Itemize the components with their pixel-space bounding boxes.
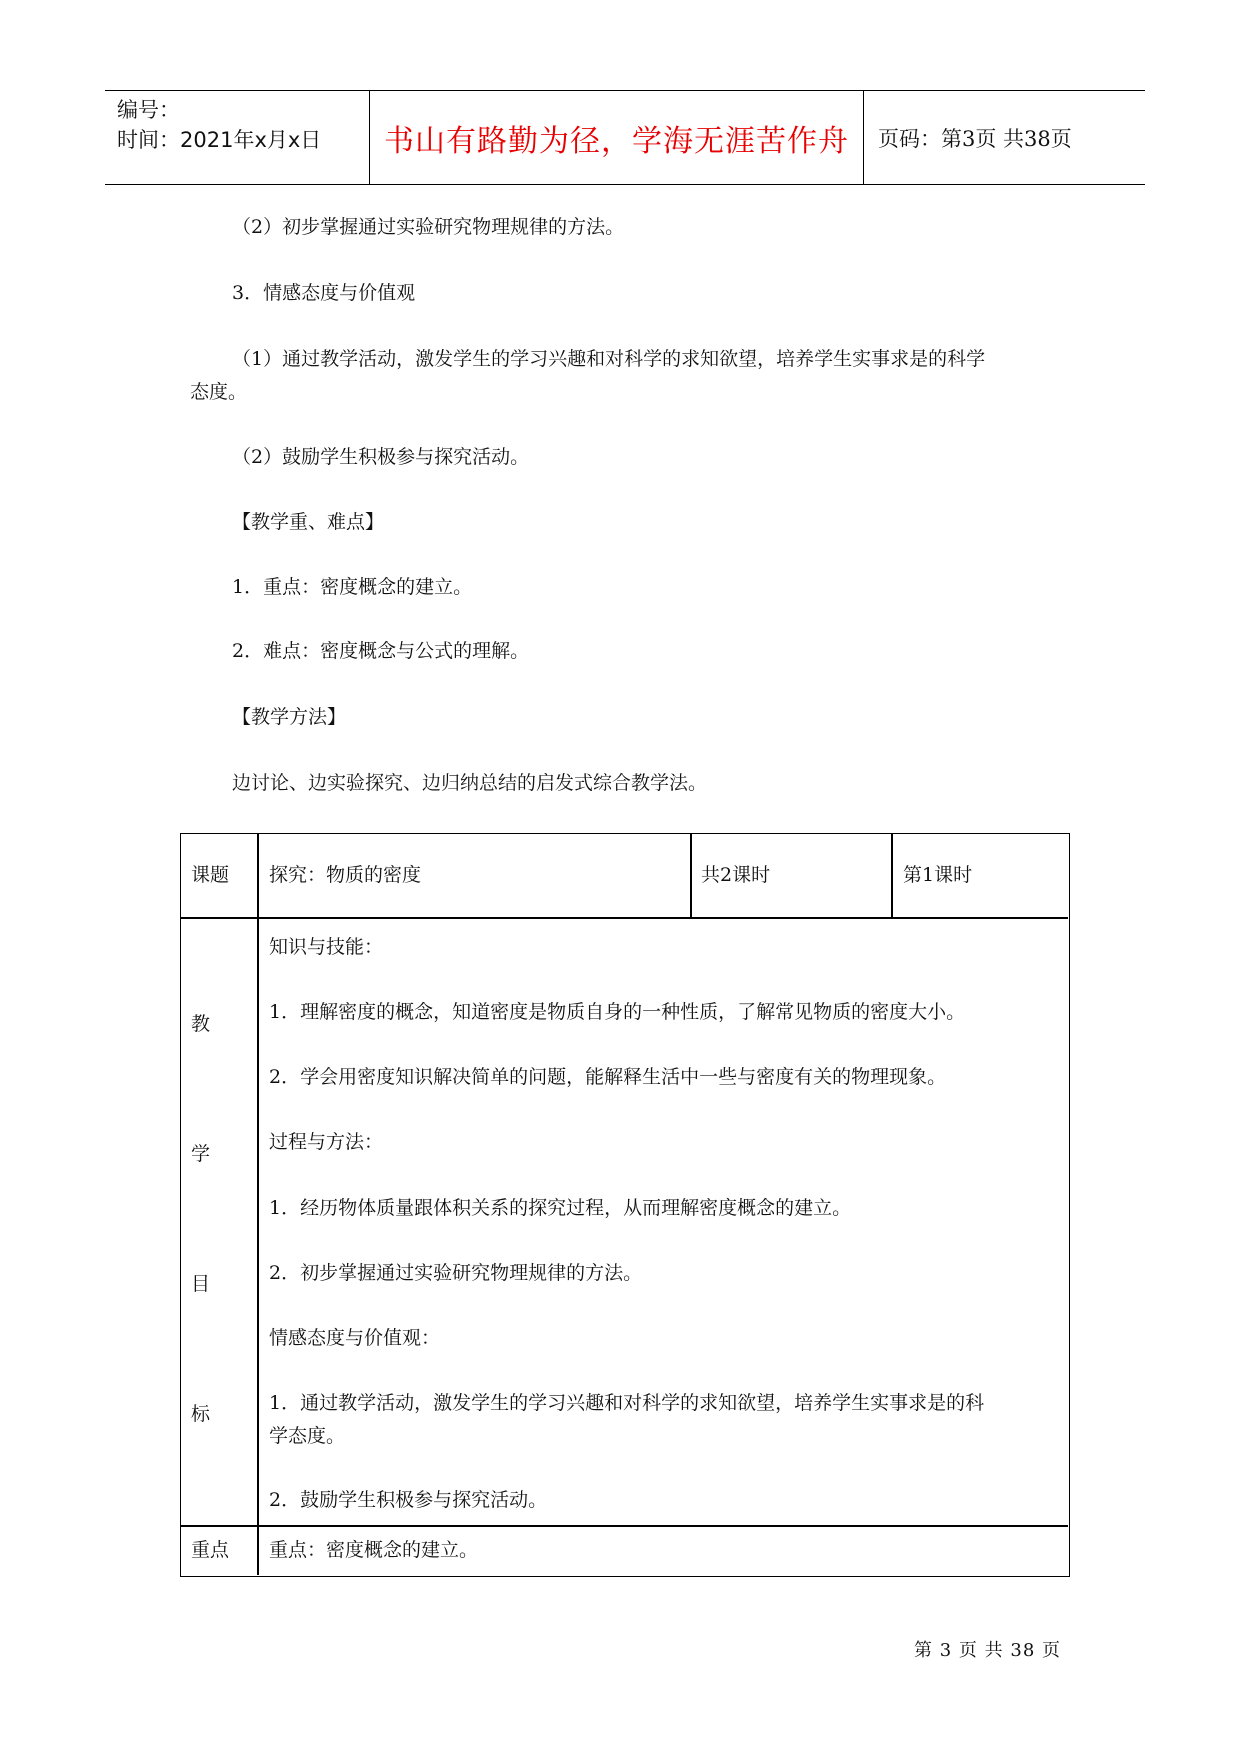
page-footer: 第 3 页 共 38 页 xyxy=(914,1640,1061,1661)
time-label: 时间：2021年x月x日 xyxy=(117,128,322,152)
goal-line: 知识与技能： xyxy=(269,936,384,958)
paragraph: 边讨论、边实验探究、边归纳总结的启发式综合教学法。 xyxy=(232,772,708,794)
paragraph: 1．重点：密度概念的建立。 xyxy=(232,576,473,598)
table-divider xyxy=(257,834,259,1575)
key-label: 重点 xyxy=(191,1539,230,1561)
goals-label-char: 学 xyxy=(191,1143,211,1165)
table-divider xyxy=(891,834,893,917)
paragraph: 态度。 xyxy=(190,381,248,403)
number-label: 编号： xyxy=(117,98,180,122)
goal-line: 1．经历物体质量跟体积关系的探究过程，从而理解密度概念的建立。 xyxy=(269,1197,852,1219)
topic-value: 探究：物质的密度 xyxy=(269,864,422,886)
goal-line: 1．理解密度的概念，知道密度是物质自身的一种性质，了解常见物质的密度大小。 xyxy=(269,1001,966,1023)
paragraph: （2）初步掌握通过实验研究物理规律的方法。 xyxy=(232,216,625,238)
table-divider xyxy=(690,834,692,917)
paragraph: （1）通过教学活动，激发学生的学习兴趣和对科学的求知欲望，培养学生实事求是的科学 xyxy=(232,348,986,370)
header-page-label: 页码：第3页 共38页 xyxy=(878,126,1072,151)
table-divider xyxy=(181,1525,1068,1527)
current-period: 第1课时 xyxy=(903,864,973,886)
goal-line: 情感态度与价值观： xyxy=(269,1327,441,1349)
goals-label-char: 目 xyxy=(191,1273,211,1295)
goal-line: 2．初步掌握通过实验研究物理规律的方法。 xyxy=(269,1262,643,1284)
total-periods: 共2课时 xyxy=(701,864,771,886)
goal-line: 1．通过教学活动，激发学生的学习兴趣和对科学的求知欲望，培养学生实事求是的科 xyxy=(269,1392,985,1414)
topic-label: 课题 xyxy=(191,864,230,886)
goals-label-char: 标 xyxy=(191,1403,211,1425)
page-header xyxy=(105,90,1145,185)
paragraph: （2）鼓励学生积极参与探究活动。 xyxy=(232,446,530,468)
table-divider xyxy=(181,917,1068,919)
goal-line: 2．鼓励学生积极参与探究活动。 xyxy=(269,1489,548,1511)
section-heading: 【教学重、难点】 xyxy=(232,511,385,533)
goal-line: 2．学会用密度知识解决简单的问题，能解释生活中一些与密度有关的物理现象。 xyxy=(269,1066,947,1088)
goal-line: 学态度。 xyxy=(269,1425,346,1447)
lesson-plan-table xyxy=(180,833,1070,1577)
goal-line: 过程与方法： xyxy=(269,1131,384,1153)
paragraph: 2．难点：密度概念与公式的理解。 xyxy=(232,640,530,662)
section-heading: 【教学方法】 xyxy=(232,706,347,728)
header-meta xyxy=(105,91,370,184)
goals-label-char: 教 xyxy=(191,1013,211,1035)
key-text: 重点：密度概念的建立。 xyxy=(269,1539,479,1561)
paragraph: 3．情感态度与价值观 xyxy=(232,282,416,304)
header-motto: 书山有路勤为径，学海无涯苦作舟 xyxy=(370,91,864,184)
